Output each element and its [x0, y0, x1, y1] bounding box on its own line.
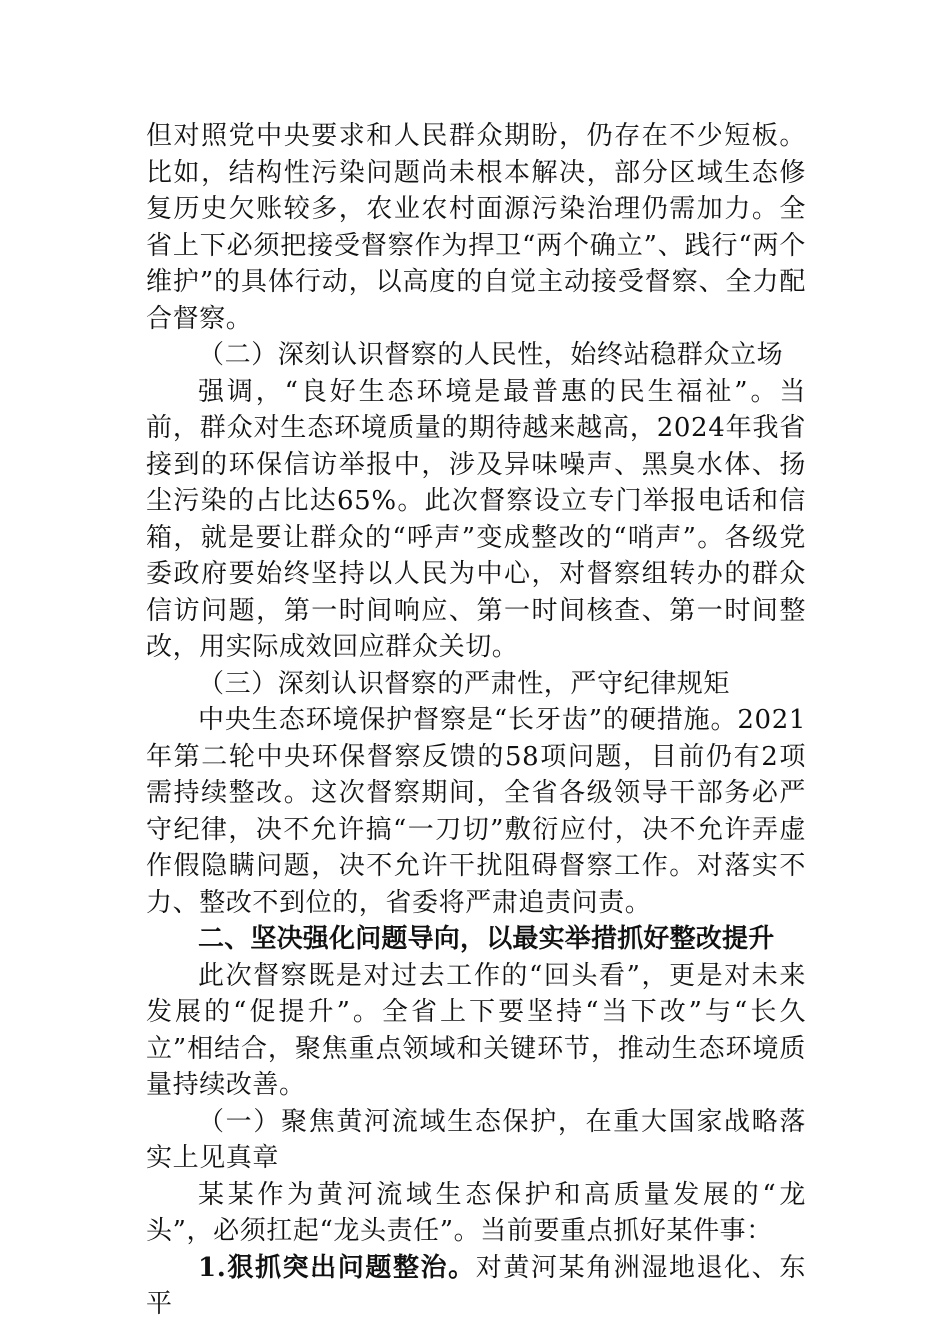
paragraph: 中央生态环境保护督察是“长牙齿”的硬措施。2021年第二轮中央环保督察反馈的58项问题，目前仍有2项需持续整改。这次督察期间，全省各级领导干部务必严守纪律，决不允许搞“一刀切”敷衍应付，决不允许弄虚作假隐瞒问题，决不允许干扰阻碍督察工作。对落实不力、整改不到位的，省委将严肃追责问责。 — [146, 705, 806, 918]
paragraph-with-lead — [146, 1250, 806, 1323]
section-heading-3: （三）深刻认识督察的严肃性，严守纪律规矩 — [198, 668, 731, 699]
paragraph: 某某作为黄河流域生态保护和高质量发展的“龙头”，必须扛起“龙头责任”。当前要重点抓好某件事： — [146, 1179, 806, 1246]
chapter-heading-2: 二、坚决强化问题导向，以最实举措抓好整改提升 — [198, 924, 775, 954]
paragraph-continued: 但对照党中央要求和人民群众期盼，仍存在不少短板。比如，结构性污染问题尚未根本解决，部分区域生态修复历史欠账较多，农业农村面源污染治理仍需加力。全省上下必须把接受督察作为捍卫“两个确立”、践行“两个维护”的具体行动，以高度的自觉主动接受督察、全力配合督察。 — [146, 121, 806, 334]
section-heading-1: （一）聚焦黄河流域生态保护，在重大国家战略落实上见真章 — [146, 1106, 806, 1173]
paragraph-lead-body: 对黄河某角洲湿地退化、东平 — [146, 1252, 806, 1319]
section-heading-2: （二）深刻认识督察的人民性，始终站稳群众立场 — [198, 340, 784, 370]
paragraph: 此次督察既是对过去工作的“回头看”，更是对未来发展的“促提升”。全省上下要坚持“当下改”与“长久立”相结合，聚焦重点领域和关键环节，推动生态环境质量持续改善。 — [146, 960, 806, 1100]
document-body — [146, 118, 806, 1323]
paragraph: 强调，“良好生态环境是最普惠的民生福祉”。当前，群众对生态环境质量的期待越来越高，2024年我省接到的环保信访举报中，涉及异味噪声、黑臭水体、扬尘污染的占比达65%。此次督察设立专门举报电话和信箱，就是要让群众的“呼声”变成整改的“哨声”。各级党委政府要始终坚持以人民为中心，对督察组转办的群众信访问题，第一时间响应、第一时间核查、第一时间整改，用实际成效回应群众关切。 — [146, 376, 806, 662]
paragraph-lead: 1.狠抓突出问题整治。 — [198, 1252, 476, 1283]
